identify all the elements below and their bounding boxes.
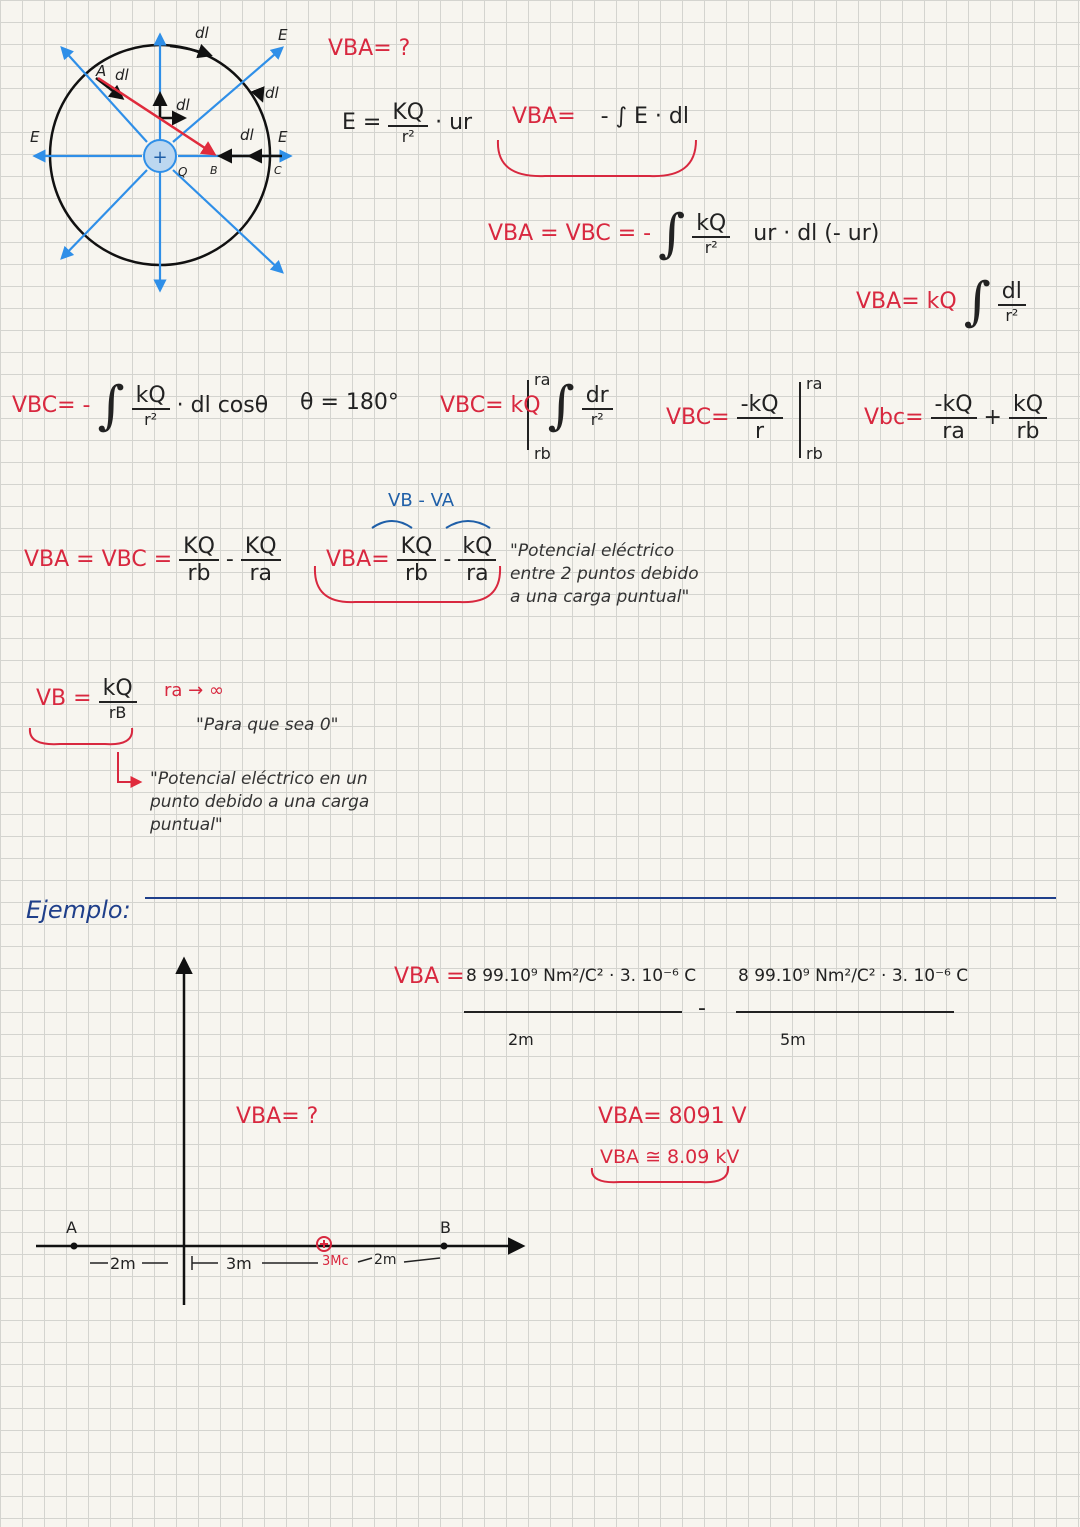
vbc-c-den: r <box>755 419 765 444</box>
vbc-a-tail: · dl cosθ <box>176 393 269 418</box>
label-e-left: E <box>30 128 40 146</box>
example-dist-2m-left: 2m <box>110 1254 136 1273</box>
bracket-vba-integral <box>498 140 696 176</box>
vbc-d-num1: -kQ <box>931 392 977 419</box>
vba-vbc-lhs: VBA = VBC = - <box>488 221 652 246</box>
example-lhs: VBA = <box>394 964 465 989</box>
row3-boxed-minus: - <box>443 547 452 572</box>
label-c: C <box>274 164 282 177</box>
label-e-top: E <box>278 26 288 44</box>
vb-den: rB <box>108 703 127 722</box>
vba-vbc-tail: ur · dl (- ur) <box>753 221 880 246</box>
vba-integral <box>512 104 689 129</box>
label-dl-inner: dl <box>176 96 190 114</box>
quote-two-points: "Potencial eléctrico entre 2 puntos debido a una carga puntual" <box>510 541 699 607</box>
pointer-arrow <box>118 752 140 782</box>
example-label-a: A <box>66 1218 77 1237</box>
example-result: VBA= 8091 V <box>598 1104 747 1129</box>
field-num: KQ <box>388 100 428 127</box>
vbc-formula-c <box>666 392 783 444</box>
point-b <box>441 1243 448 1250</box>
vba-vbc-fraction <box>692 211 730 257</box>
row3-boxed-num1: KQ <box>397 534 437 561</box>
vba-vbc-difference <box>24 534 281 586</box>
vba-kq-den: r² <box>1005 306 1019 325</box>
vbc-b-fraction <box>582 383 613 429</box>
vba-integral-lhs: VBA= <box>512 104 576 129</box>
label-a: A <box>96 62 107 80</box>
row3-minus: - <box>225 547 234 572</box>
row3-boxed-num2: kQ <box>458 534 496 561</box>
vbc-d-num2: kQ <box>1009 392 1047 419</box>
vbc-formula-b: VBC= kQ ∫ $\frac{dr}{\text{r²}}$ <box>440 380 613 432</box>
row3-boxed-den2: ra <box>466 561 489 586</box>
row3-den2: ra <box>249 561 272 586</box>
vba-vbc-num: kQ <box>692 211 730 238</box>
vba-vbc-formula: VBA = VBC = - ∫ $\frac{kQ}{\text{r²}}$ ur · dl (- ur) <box>488 204 880 264</box>
vbc-d-lhs: Vbc= <box>864 405 924 430</box>
vba-kq-fraction <box>998 279 1026 325</box>
example-num-2: 8 99.10⁹ Nm²/C² · 3. 10⁻⁶ C <box>738 966 969 986</box>
vbc-d-den1: ra <box>942 419 965 444</box>
label-q: Q <box>178 165 188 179</box>
quote-para-que: "Para que sea 0" <box>196 715 339 735</box>
vb-minus-va: VB - VA <box>388 490 455 511</box>
vbc-c-num: -kQ <box>737 392 783 419</box>
vbc-b-lhs: VBC= kQ <box>440 393 541 418</box>
vbc-d-den2: rb <box>1016 419 1040 444</box>
vb-formula <box>36 676 137 722</box>
row3-fraction-2 <box>241 534 281 586</box>
field-fraction <box>388 100 428 146</box>
example-minus: - <box>698 996 706 1021</box>
vbc-d-plus: + <box>983 405 1002 430</box>
vbc-a-fraction <box>132 383 170 429</box>
vbc-a-den: r² <box>144 410 158 429</box>
vbc-c-upper: ra <box>806 374 823 393</box>
ra-infinity: ra → ∞ <box>164 680 224 701</box>
example-label-b: B <box>440 1218 451 1237</box>
vbc-c-fraction <box>737 392 783 444</box>
field-den: r² <box>401 127 415 146</box>
vbc-a-lhs: VBC= - <box>12 393 91 418</box>
vbc-b-num: dr <box>582 383 613 410</box>
example-title: Ejemplo: <box>26 896 131 924</box>
vbc-c-lhs: VBC= <box>666 405 730 430</box>
label-dl-a: dl <box>115 66 129 84</box>
row3-num2: KQ <box>241 534 281 561</box>
vba-kq-formula: VBA= kQ ∫ $\frac{dl}{\text{r²}}$ <box>856 276 1026 328</box>
field-lhs: E = <box>342 110 382 135</box>
vbc-a-num: kQ <box>132 383 170 410</box>
row3-lhs: VBA = VBC = <box>24 547 173 572</box>
vb-fraction <box>99 676 137 722</box>
charge-sign: + <box>152 147 168 168</box>
label-e-right: E <box>278 128 288 146</box>
vbc-d-fraction-1 <box>931 392 977 444</box>
label-b: B <box>210 164 218 177</box>
vb-num: kQ <box>99 676 137 703</box>
example-dist-3m: 3m <box>226 1254 252 1273</box>
vba-kq-num: dl <box>998 279 1026 306</box>
example-den-1: 2m <box>508 1030 534 1049</box>
vbc-d-fraction-2 <box>1009 392 1047 444</box>
label-dl-right: dl <box>265 84 279 102</box>
row3-fraction-1 <box>179 534 219 586</box>
label-dl-bc: dl <box>240 126 254 144</box>
vbc-b-upper: ra <box>534 370 551 389</box>
example-charge-label: 3Mc <box>322 1254 349 1269</box>
theta-value: θ = 180° <box>300 390 399 415</box>
vba-kq-lhs-red: VBA= kQ <box>856 289 957 314</box>
bracket-result <box>592 1166 728 1182</box>
row3-boxed-fraction-2 <box>458 534 496 586</box>
vbc-b-den: r² <box>590 410 604 429</box>
row3-boxed-fraction-1 <box>397 534 437 586</box>
row3-num1: KQ <box>179 534 219 561</box>
vbc-b-lower: rb <box>534 444 551 463</box>
vba-boxed-formula <box>326 534 496 586</box>
vbc-formula-d <box>864 392 1047 444</box>
quote-one-point: "Potencial eléctrico en un punto debido a una carga puntual" <box>150 769 370 835</box>
label-dl-top: dl <box>195 24 209 42</box>
vb-lhs: VB = <box>36 686 92 711</box>
point-a <box>71 1243 78 1250</box>
field-ur: · ur <box>435 110 473 135</box>
field-formula <box>342 100 472 146</box>
vba-question: VBA= ? <box>328 36 411 61</box>
example-den-2: 5m <box>780 1030 806 1049</box>
bracket-vb <box>30 728 132 744</box>
vbc-c-lower: rb <box>806 444 823 463</box>
row3-boxed-den1: rb <box>405 561 429 586</box>
example-vba-question: VBA= ? <box>236 1104 319 1129</box>
vbc-formula-a: VBC= - ∫ $\frac{kQ}{\text{r²}}$ · dl cosθ <box>12 376 269 436</box>
row3-boxed-lhs: VBA= <box>326 547 390 572</box>
row3-den1: rb <box>187 561 211 586</box>
overbrace-vb <box>372 521 412 528</box>
vba-integral-body: - ∫ E · dl <box>600 104 689 129</box>
overbrace-va <box>446 521 490 528</box>
example-result-approx: VBA ≅ 8.09 kV <box>600 1146 740 1168</box>
example-dist-2m-right: 2m <box>374 1252 397 1268</box>
example-num-1: 8 99.10⁹ Nm²/C² · 3. 10⁻⁶ C <box>466 966 697 986</box>
vba-vbc-den: r² <box>704 238 718 257</box>
